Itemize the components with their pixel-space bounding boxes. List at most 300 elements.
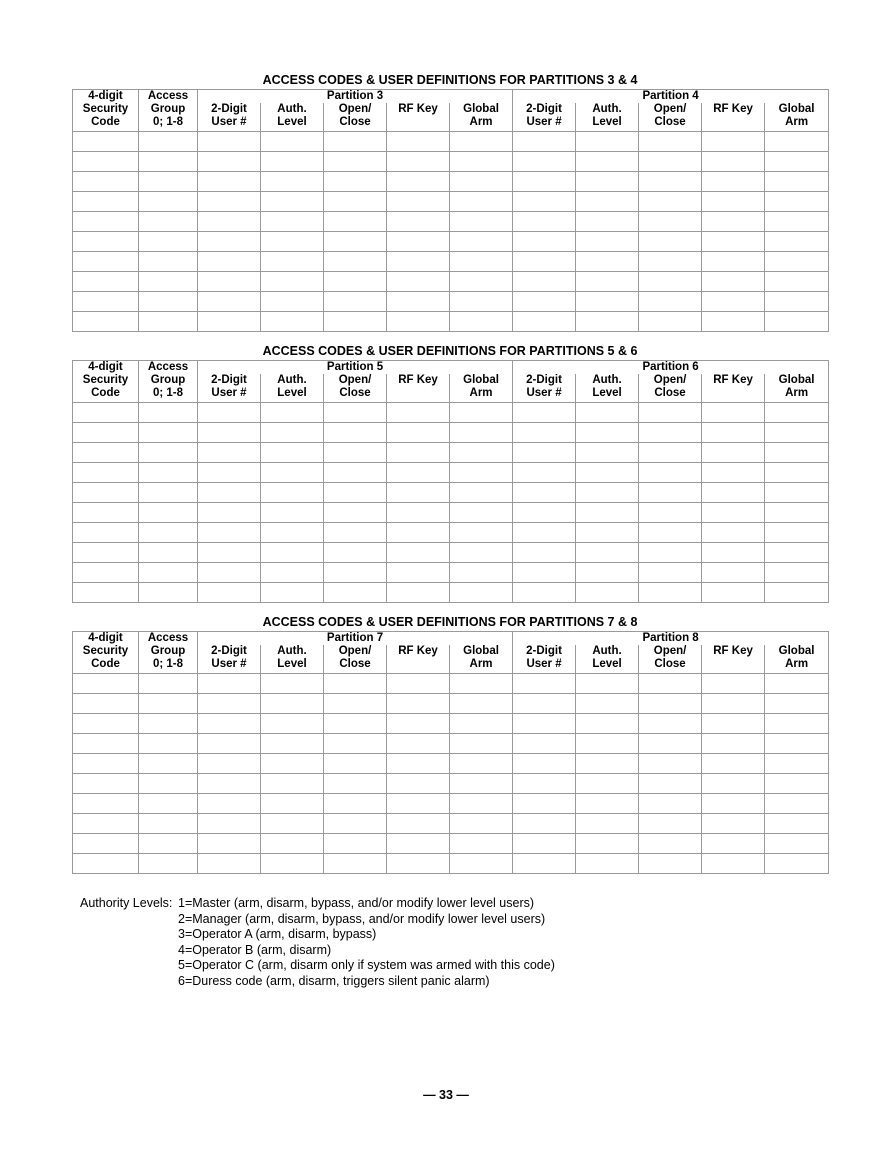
entry-cell[interactable] (639, 192, 702, 212)
entry-cell[interactable] (702, 583, 765, 603)
entry-cell[interactable] (639, 754, 702, 774)
entry-cell[interactable] (513, 563, 576, 583)
entry-cell[interactable] (576, 694, 639, 714)
entry-cell[interactable] (324, 834, 387, 854)
entry-cell[interactable] (765, 232, 829, 252)
entry-cell[interactable] (73, 694, 139, 714)
entry-cell[interactable] (139, 292, 198, 312)
entry-cell[interactable] (387, 423, 450, 443)
entry-cell[interactable] (450, 152, 513, 172)
entry-cell[interactable] (261, 483, 324, 503)
entry-cell[interactable] (639, 292, 702, 312)
entry-cell[interactable] (513, 172, 576, 192)
entry-cell[interactable] (765, 172, 829, 192)
entry-cell[interactable] (450, 463, 513, 483)
entry-cell[interactable] (702, 463, 765, 483)
entry-cell[interactable] (702, 563, 765, 583)
entry-cell[interactable] (324, 794, 387, 814)
entry-cell[interactable] (139, 583, 198, 603)
entry-cell[interactable] (387, 252, 450, 272)
entry-cell[interactable] (139, 714, 198, 734)
entry-cell[interactable] (765, 403, 829, 423)
entry-cell[interactable] (387, 523, 450, 543)
entry-cell[interactable] (261, 834, 324, 854)
entry-cell[interactable] (702, 443, 765, 463)
entry-cell[interactable] (198, 834, 261, 854)
entry-cell[interactable] (639, 523, 702, 543)
entry-cell[interactable] (765, 674, 829, 694)
entry-cell[interactable] (324, 583, 387, 603)
entry-cell[interactable] (513, 734, 576, 754)
entry-cell[interactable] (702, 272, 765, 292)
entry-cell[interactable] (639, 443, 702, 463)
entry-cell[interactable] (513, 152, 576, 172)
entry-cell[interactable] (261, 794, 324, 814)
entry-cell[interactable] (261, 814, 324, 834)
entry-cell[interactable] (765, 523, 829, 543)
entry-cell[interactable] (576, 272, 639, 292)
entry-cell[interactable] (513, 714, 576, 734)
entry-cell[interactable] (576, 754, 639, 774)
entry-cell[interactable] (450, 212, 513, 232)
entry-cell[interactable] (513, 232, 576, 252)
entry-cell[interactable] (765, 312, 829, 332)
entry-cell[interactable] (73, 523, 139, 543)
entry-cell[interactable] (576, 854, 639, 874)
entry-cell[interactable] (387, 152, 450, 172)
entry-cell[interactable] (513, 483, 576, 503)
entry-cell[interactable] (450, 403, 513, 423)
entry-cell[interactable] (702, 423, 765, 443)
entry-cell[interactable] (387, 292, 450, 312)
entry-cell[interactable] (387, 132, 450, 152)
entry-cell[interactable] (450, 292, 513, 312)
entry-cell[interactable] (261, 132, 324, 152)
entry-cell[interactable] (324, 734, 387, 754)
entry-cell[interactable] (387, 463, 450, 483)
entry-cell[interactable] (324, 192, 387, 212)
entry-cell[interactable] (139, 814, 198, 834)
entry-cell[interactable] (639, 312, 702, 332)
entry-cell[interactable] (387, 312, 450, 332)
entry-cell[interactable] (198, 312, 261, 332)
entry-cell[interactable] (73, 403, 139, 423)
entry-cell[interactable] (324, 312, 387, 332)
entry-cell[interactable] (639, 694, 702, 714)
entry-cell[interactable] (324, 252, 387, 272)
entry-cell[interactable] (261, 774, 324, 794)
entry-cell[interactable] (73, 814, 139, 834)
entry-cell[interactable] (702, 132, 765, 152)
entry-cell[interactable] (73, 854, 139, 874)
entry-cell[interactable] (261, 252, 324, 272)
entry-cell[interactable] (198, 252, 261, 272)
entry-cell[interactable] (139, 854, 198, 874)
entry-cell[interactable] (576, 503, 639, 523)
entry-cell[interactable] (702, 523, 765, 543)
entry-cell[interactable] (450, 132, 513, 152)
entry-cell[interactable] (639, 563, 702, 583)
entry-cell[interactable] (261, 272, 324, 292)
entry-cell[interactable] (139, 674, 198, 694)
entry-cell[interactable] (139, 734, 198, 754)
entry-cell[interactable] (513, 834, 576, 854)
entry-cell[interactable] (576, 252, 639, 272)
entry-cell[interactable] (139, 312, 198, 332)
entry-cell[interactable] (765, 152, 829, 172)
entry-cell[interactable] (702, 292, 765, 312)
entry-cell[interactable] (702, 794, 765, 814)
entry-cell[interactable] (576, 312, 639, 332)
entry-cell[interactable] (639, 252, 702, 272)
entry-cell[interactable] (702, 694, 765, 714)
entry-cell[interactable] (765, 854, 829, 874)
entry-cell[interactable] (639, 463, 702, 483)
entry-cell[interactable] (513, 794, 576, 814)
entry-cell[interactable] (198, 794, 261, 814)
entry-cell[interactable] (139, 774, 198, 794)
entry-cell[interactable] (387, 814, 450, 834)
entry-cell[interactable] (576, 834, 639, 854)
entry-cell[interactable] (513, 774, 576, 794)
entry-cell[interactable] (139, 212, 198, 232)
entry-cell[interactable] (73, 252, 139, 272)
entry-cell[interactable] (387, 774, 450, 794)
entry-cell[interactable] (261, 172, 324, 192)
entry-cell[interactable] (513, 443, 576, 463)
entry-cell[interactable] (576, 814, 639, 834)
entry-cell[interactable] (198, 583, 261, 603)
entry-cell[interactable] (450, 734, 513, 754)
entry-cell[interactable] (702, 503, 765, 523)
entry-cell[interactable] (73, 232, 139, 252)
entry-cell[interactable] (261, 192, 324, 212)
entry-cell[interactable] (765, 563, 829, 583)
entry-cell[interactable] (576, 794, 639, 814)
entry-cell[interactable] (73, 463, 139, 483)
entry-cell[interactable] (639, 132, 702, 152)
entry-cell[interactable] (450, 854, 513, 874)
entry-cell[interactable] (324, 563, 387, 583)
entry-cell[interactable] (513, 272, 576, 292)
entry-cell[interactable] (450, 834, 513, 854)
entry-cell[interactable] (73, 583, 139, 603)
entry-cell[interactable] (387, 172, 450, 192)
entry-cell[interactable] (702, 152, 765, 172)
entry-cell[interactable] (261, 694, 324, 714)
entry-cell[interactable] (139, 523, 198, 543)
entry-cell[interactable] (513, 814, 576, 834)
entry-cell[interactable] (639, 854, 702, 874)
entry-cell[interactable] (73, 423, 139, 443)
entry-cell[interactable] (702, 854, 765, 874)
entry-cell[interactable] (261, 292, 324, 312)
entry-cell[interactable] (261, 714, 324, 734)
entry-cell[interactable] (324, 152, 387, 172)
entry-cell[interactable] (450, 583, 513, 603)
entry-cell[interactable] (639, 814, 702, 834)
entry-cell[interactable] (639, 212, 702, 232)
entry-cell[interactable] (139, 403, 198, 423)
entry-cell[interactable] (198, 292, 261, 312)
entry-cell[interactable] (198, 814, 261, 834)
entry-cell[interactable] (576, 734, 639, 754)
entry-cell[interactable] (324, 754, 387, 774)
entry-cell[interactable] (639, 172, 702, 192)
entry-cell[interactable] (576, 152, 639, 172)
entry-cell[interactable] (387, 563, 450, 583)
entry-cell[interactable] (324, 503, 387, 523)
entry-cell[interactable] (450, 754, 513, 774)
entry-cell[interactable] (324, 774, 387, 794)
entry-cell[interactable] (639, 272, 702, 292)
entry-cell[interactable] (139, 754, 198, 774)
entry-cell[interactable] (73, 212, 139, 232)
entry-cell[interactable] (139, 192, 198, 212)
entry-cell[interactable] (513, 694, 576, 714)
entry-cell[interactable] (450, 503, 513, 523)
entry-cell[interactable] (139, 543, 198, 563)
entry-cell[interactable] (639, 503, 702, 523)
entry-cell[interactable] (765, 754, 829, 774)
entry-cell[interactable] (513, 463, 576, 483)
entry-cell[interactable] (198, 212, 261, 232)
entry-cell[interactable] (576, 523, 639, 543)
entry-cell[interactable] (73, 272, 139, 292)
entry-cell[interactable] (387, 192, 450, 212)
entry-cell[interactable] (198, 403, 261, 423)
entry-cell[interactable] (639, 543, 702, 563)
entry-cell[interactable] (261, 503, 324, 523)
entry-cell[interactable] (73, 312, 139, 332)
entry-cell[interactable] (139, 152, 198, 172)
entry-cell[interactable] (73, 754, 139, 774)
entry-cell[interactable] (702, 192, 765, 212)
entry-cell[interactable] (73, 443, 139, 463)
entry-cell[interactable] (198, 854, 261, 874)
entry-cell[interactable] (702, 312, 765, 332)
entry-cell[interactable] (702, 734, 765, 754)
entry-cell[interactable] (261, 152, 324, 172)
entry-cell[interactable] (198, 152, 261, 172)
entry-cell[interactable] (765, 443, 829, 463)
entry-cell[interactable] (198, 463, 261, 483)
entry-cell[interactable] (387, 834, 450, 854)
entry-cell[interactable] (261, 543, 324, 563)
entry-cell[interactable] (198, 774, 261, 794)
entry-cell[interactable] (73, 714, 139, 734)
entry-cell[interactable] (765, 423, 829, 443)
entry-cell[interactable] (702, 232, 765, 252)
entry-cell[interactable] (324, 674, 387, 694)
entry-cell[interactable] (198, 172, 261, 192)
entry-cell[interactable] (198, 192, 261, 212)
entry-cell[interactable] (513, 403, 576, 423)
entry-cell[interactable] (324, 694, 387, 714)
entry-cell[interactable] (639, 674, 702, 694)
entry-cell[interactable] (387, 754, 450, 774)
entry-cell[interactable] (73, 152, 139, 172)
entry-cell[interactable] (198, 543, 261, 563)
entry-cell[interactable] (576, 463, 639, 483)
entry-cell[interactable] (198, 503, 261, 523)
entry-cell[interactable] (702, 834, 765, 854)
entry-cell[interactable] (387, 232, 450, 252)
entry-cell[interactable] (576, 483, 639, 503)
entry-cell[interactable] (324, 814, 387, 834)
entry-cell[interactable] (576, 292, 639, 312)
entry-cell[interactable] (198, 232, 261, 252)
entry-cell[interactable] (324, 232, 387, 252)
entry-cell[interactable] (702, 774, 765, 794)
entry-cell[interactable] (639, 583, 702, 603)
entry-cell[interactable] (639, 774, 702, 794)
entry-cell[interactable] (139, 834, 198, 854)
entry-cell[interactable] (73, 192, 139, 212)
entry-cell[interactable] (639, 794, 702, 814)
entry-cell[interactable] (139, 252, 198, 272)
entry-cell[interactable] (702, 172, 765, 192)
entry-cell[interactable] (387, 734, 450, 754)
entry-cell[interactable] (324, 463, 387, 483)
entry-cell[interactable] (387, 272, 450, 292)
entry-cell[interactable] (576, 774, 639, 794)
entry-cell[interactable] (765, 192, 829, 212)
entry-cell[interactable] (639, 403, 702, 423)
entry-cell[interactable] (324, 854, 387, 874)
entry-cell[interactable] (324, 132, 387, 152)
entry-cell[interactable] (702, 674, 765, 694)
entry-cell[interactable] (387, 543, 450, 563)
entry-cell[interactable] (576, 674, 639, 694)
entry-cell[interactable] (576, 192, 639, 212)
entry-cell[interactable] (450, 423, 513, 443)
entry-cell[interactable] (576, 543, 639, 563)
entry-cell[interactable] (198, 423, 261, 443)
entry-cell[interactable] (198, 563, 261, 583)
entry-cell[interactable] (324, 403, 387, 423)
entry-cell[interactable] (198, 132, 261, 152)
entry-cell[interactable] (324, 272, 387, 292)
entry-cell[interactable] (450, 774, 513, 794)
entry-cell[interactable] (139, 483, 198, 503)
entry-cell[interactable] (324, 483, 387, 503)
entry-cell[interactable] (387, 694, 450, 714)
entry-cell[interactable] (198, 694, 261, 714)
entry-cell[interactable] (73, 483, 139, 503)
entry-cell[interactable] (576, 403, 639, 423)
entry-cell[interactable] (576, 172, 639, 192)
entry-cell[interactable] (639, 423, 702, 443)
entry-cell[interactable] (765, 694, 829, 714)
entry-cell[interactable] (639, 483, 702, 503)
entry-cell[interactable] (198, 754, 261, 774)
entry-cell[interactable] (450, 714, 513, 734)
entry-cell[interactable] (765, 583, 829, 603)
entry-cell[interactable] (324, 292, 387, 312)
entry-cell[interactable] (261, 312, 324, 332)
entry-cell[interactable] (450, 192, 513, 212)
entry-cell[interactable] (576, 714, 639, 734)
entry-cell[interactable] (765, 814, 829, 834)
entry-cell[interactable] (513, 252, 576, 272)
entry-cell[interactable] (73, 774, 139, 794)
entry-cell[interactable] (73, 292, 139, 312)
entry-cell[interactable] (765, 543, 829, 563)
entry-cell[interactable] (139, 423, 198, 443)
entry-cell[interactable] (576, 563, 639, 583)
entry-cell[interactable] (324, 443, 387, 463)
entry-cell[interactable] (73, 734, 139, 754)
entry-cell[interactable] (702, 403, 765, 423)
entry-cell[interactable] (450, 272, 513, 292)
entry-cell[interactable] (576, 423, 639, 443)
entry-cell[interactable] (765, 774, 829, 794)
entry-cell[interactable] (198, 443, 261, 463)
entry-cell[interactable] (387, 854, 450, 874)
entry-cell[interactable] (324, 714, 387, 734)
entry-cell[interactable] (450, 694, 513, 714)
entry-cell[interactable] (513, 423, 576, 443)
entry-cell[interactable] (702, 714, 765, 734)
entry-cell[interactable] (639, 232, 702, 252)
entry-cell[interactable] (450, 543, 513, 563)
entry-cell[interactable] (139, 272, 198, 292)
entry-cell[interactable] (513, 192, 576, 212)
entry-cell[interactable] (513, 674, 576, 694)
entry-cell[interactable] (513, 754, 576, 774)
entry-cell[interactable] (765, 483, 829, 503)
entry-cell[interactable] (450, 563, 513, 583)
entry-cell[interactable] (73, 563, 139, 583)
entry-cell[interactable] (73, 834, 139, 854)
entry-cell[interactable] (702, 543, 765, 563)
entry-cell[interactable] (450, 443, 513, 463)
entry-cell[interactable] (513, 583, 576, 603)
entry-cell[interactable] (261, 212, 324, 232)
entry-cell[interactable] (139, 794, 198, 814)
entry-cell[interactable] (73, 503, 139, 523)
entry-cell[interactable] (450, 814, 513, 834)
entry-cell[interactable] (139, 503, 198, 523)
entry-cell[interactable] (198, 734, 261, 754)
entry-cell[interactable] (450, 172, 513, 192)
entry-cell[interactable] (765, 714, 829, 734)
entry-cell[interactable] (513, 523, 576, 543)
entry-cell[interactable] (765, 794, 829, 814)
entry-cell[interactable] (513, 212, 576, 232)
entry-cell[interactable] (73, 132, 139, 152)
entry-cell[interactable] (450, 312, 513, 332)
entry-cell[interactable] (450, 483, 513, 503)
entry-cell[interactable] (450, 523, 513, 543)
entry-cell[interactable] (387, 443, 450, 463)
entry-cell[interactable] (450, 794, 513, 814)
entry-cell[interactable] (639, 714, 702, 734)
entry-cell[interactable] (73, 674, 139, 694)
entry-cell[interactable] (513, 312, 576, 332)
entry-cell[interactable] (765, 132, 829, 152)
entry-cell[interactable] (261, 754, 324, 774)
entry-cell[interactable] (387, 483, 450, 503)
entry-cell[interactable] (261, 423, 324, 443)
entry-cell[interactable] (198, 523, 261, 543)
entry-cell[interactable] (450, 232, 513, 252)
entry-cell[interactable] (765, 292, 829, 312)
entry-cell[interactable] (576, 443, 639, 463)
entry-cell[interactable] (387, 403, 450, 423)
entry-cell[interactable] (73, 172, 139, 192)
